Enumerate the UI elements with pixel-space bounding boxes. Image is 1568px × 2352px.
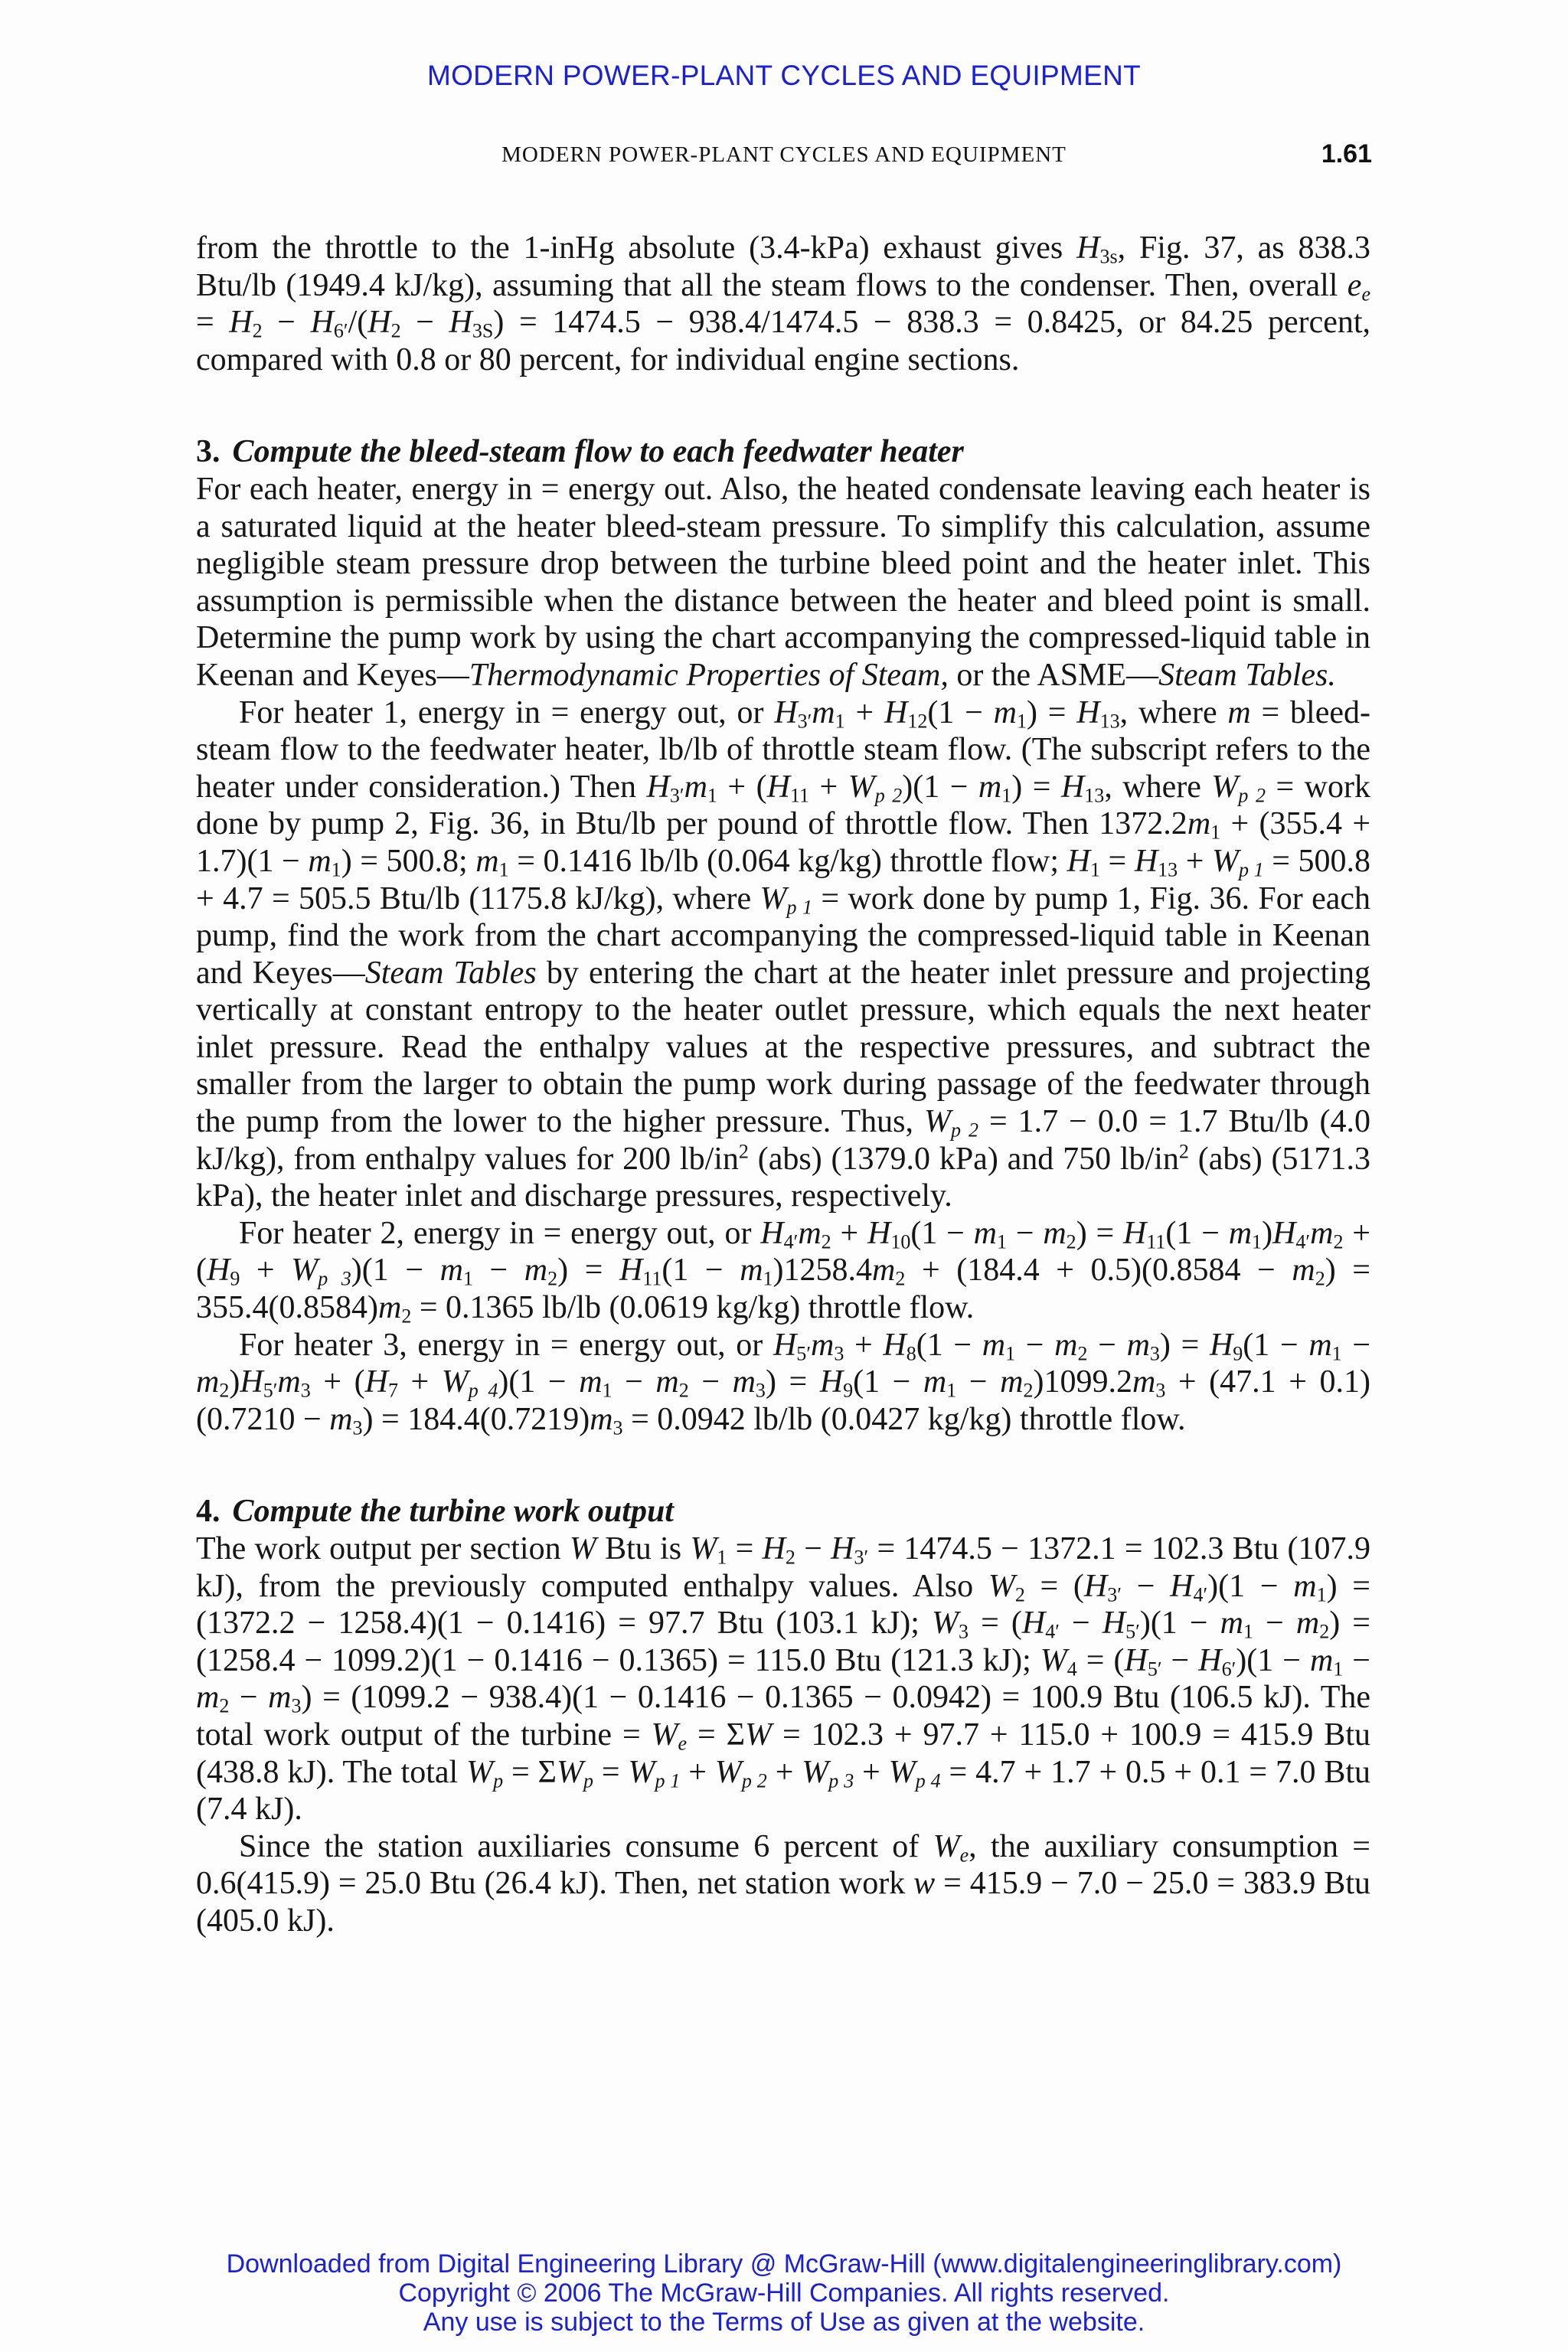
paragraph-energy-balance: For each heater, energy in = energy out. Also, the heated condensate leaving each heater is a saturated liquid at the heater bleed-steam pressure. To simplify this calculation, assume negligible steam pressure drop between the turbine bleed point and the heater inlet. This assumption is permissible when the distance between the heater and bleed point is small. Determine the pump work by using the chart accompanying the compressed-liquid table in Keenan and Keyes—Thermodynamic Properties of Steam, or the ASME—Steam Tables. (196, 471, 1370, 693)
footer-notice (0, 2249, 1568, 2337)
page-number: 1.61 (1321, 139, 1372, 168)
header-banner: MODERN POWER-PLANT CYCLES AND EQUIPMENT (426, 60, 1142, 91)
paragraph-efficiency: from the throttle to the 1-inHg absolute (3.4-kPa) exhaust gives $H_{3s}$, Fig. 37, as 838.3 Btu/lb (1949.4 kJ/kg), assuming that all the steam flows to the condenser. Then, overall $e_e = H_2 - H_{6'}/(H_2 - H_{3S}) = 1474.5 - 938.4/1474.5 - 838.3 = 0.8425$, or 84.25 percent, compared with 0.8 or 80 percent, for individual engine sections. (196, 230, 1371, 377)
paragraph-net-station-work: Since the station auxiliaries consume 6 percent of $W_e$, the auxiliary consumption = 0.6(415.9) = 25.0 Btu (26.4 kJ). Then, net station work w = 415.9 − 7.0 − 25.0 = 383.9 Btu (405.0 kJ). (196, 1828, 1370, 1939)
body-text (196, 230, 1370, 1940)
footer-copyright: Copyright © 2006 The McGraw-Hill Companies. All rights reserved. (398, 2278, 1170, 2308)
running-head-title: MODERN POWER-PLANT CYCLES AND EQUIPMENT (501, 142, 1067, 167)
footer-terms: Any use is subject to the Terms of Use as given at the website. (423, 2308, 1145, 2337)
paragraph-heater-1: For heater 1, energy in = energy out, or $H_{3'}m_1 + H_{12}(1 - m_1) = H_{13}$, where m = bleed-steam flow to the feedwater heater, lb/lb of throttle steam flow. (The subscript refers to the heater under consideration.) Then $H_{3'}m_1 + (H_{11} + W_{p 2})(1 - m_1) = H_{13}$, where $W_{p 2}$ = work done by pump 2, Fig. 36, in Btu/lb per pound of throttle flow. Then $1372.2m_1 + (355.4 + 1.7)(1 - m_1) = 500.8$; $m_1 = 0.1416$ lb/lb (0.064 kg/kg) throttle flow; $H_1 = H_{13} + W_{p 1} = 500.8 + 4.7 = 505.5$ Btu/lb (1175.8 kJ/kg), where $W_{p 1}$ = work done by pump 1, Fig. 36. For each pump, find the work from the chart accompanying the compressed-liquid table in Keenan and Keyes—Steam Tables by entering the chart at the heater inlet pressure and projecting vertically at constant entropy to the heater outlet pressure, which equals the next heater inlet pressure. Read the enthalpy values at the respective pressures, and subtract the smaller from the larger to obtain the pump work during passage of the feedwater through the pump from the lower to the higher pressure. Thus, $W_{p 2} = 1.7 - 0.0 = 1.7$ Btu/lb (4.0 kJ/kg), from enthalpy values for 200 $lb/in^2$ (abs) (1379.0 kPa) and 750 $lb/in^2$ (abs) (5171.3 kPa), the heater inlet and discharge pressures, respectively. (196, 694, 1371, 1214)
footer-download-link[interactable]: Downloaded from Digital Engineering Library @ McGraw-Hill (www.digitalengineeringlibrary.com) (226, 2249, 1342, 2278)
step-3-heading: 3. Compute the bleed-steam flow to each feedwater heater (196, 434, 964, 470)
paragraph-heater-2: For heater 2, energy in = energy out, or $H_{4'}m_2 + H_{10}(1 - m_1 - m_2) = H_{11}(1 - m_1)H_{4'}m_2 + (H_9 + W_{p 3})(1 - m_1 - m_2) = H_{11}(1 - m_1)1258.4m_2 + (184.4 + 0.5)(0.8584 - m_2) = 355.4(0.8584)m_2 = 0.1365$ lb/lb (0.0619 kg/kg) throttle flow. (196, 1215, 1370, 1328)
paragraph-heater-3: For heater 3, energy in = energy out, or $H_{5'}m_3 + H_8(1 - m_1 - m_2 - m_3) = H_9(1 - m_1 - m_2)H_{5'}m_3 + (H_7 + W_{p 4})(1 - m_1 - m_2 - m_3) = H_9(1 - m_1 - m_2)1099.2m_3 + (47.1 + 0.1)(0.7210 - m_3) = 184.4(0.7219)m_3 = 0.0942$ lb/lb (0.0427 kg/kg) throttle flow. (196, 1327, 1371, 1439)
step-4-heading: 4. Compute the turbine work output (196, 1494, 674, 1530)
paragraph-work-output: The work output per section W Btu is $W_1 = H_2 - H_{3'} = 1474.5 - 1372.1 = 102.3$ Btu (107.9 kJ), from the previously computed enthalpy values. Also $W_2 = (H_{3'} - H_{4'})(1 - m_1) = (1372.2 - 1258.4)(1 - 0.1416) = 97.7$ Btu (103.1 kJ); $W_3 = (H_{4'} - H_{5'})(1 - m_1 - m_2) = (1258.4 - 1099.2)(1 - 0.1416 - 0.1365) = 115.0$ Btu (121.3 kJ); $W_4 = (H_{5'} - H_{6'})(1 - m_1 - m_2 - m_3) = (1099.2 - 938.4)(1 - 0.1416 - 0.1365 - 0.0942) = 100.9$ Btu (106.5 kJ). The total work output of the turbine = $W_e = \Sigma W = 102.3 + 97.7 + 115.0 + 100.9 = 415.9$ Btu (438.8 kJ). The total $W_p = \Sigma W_p = W_{p 1} + W_{p 2} + W_{p 3} + W_{p 4} = 4.7 + 1.7 + 0.5 + 0.1 = 7.0$ Btu (7.4 kJ). (196, 1531, 1371, 1828)
